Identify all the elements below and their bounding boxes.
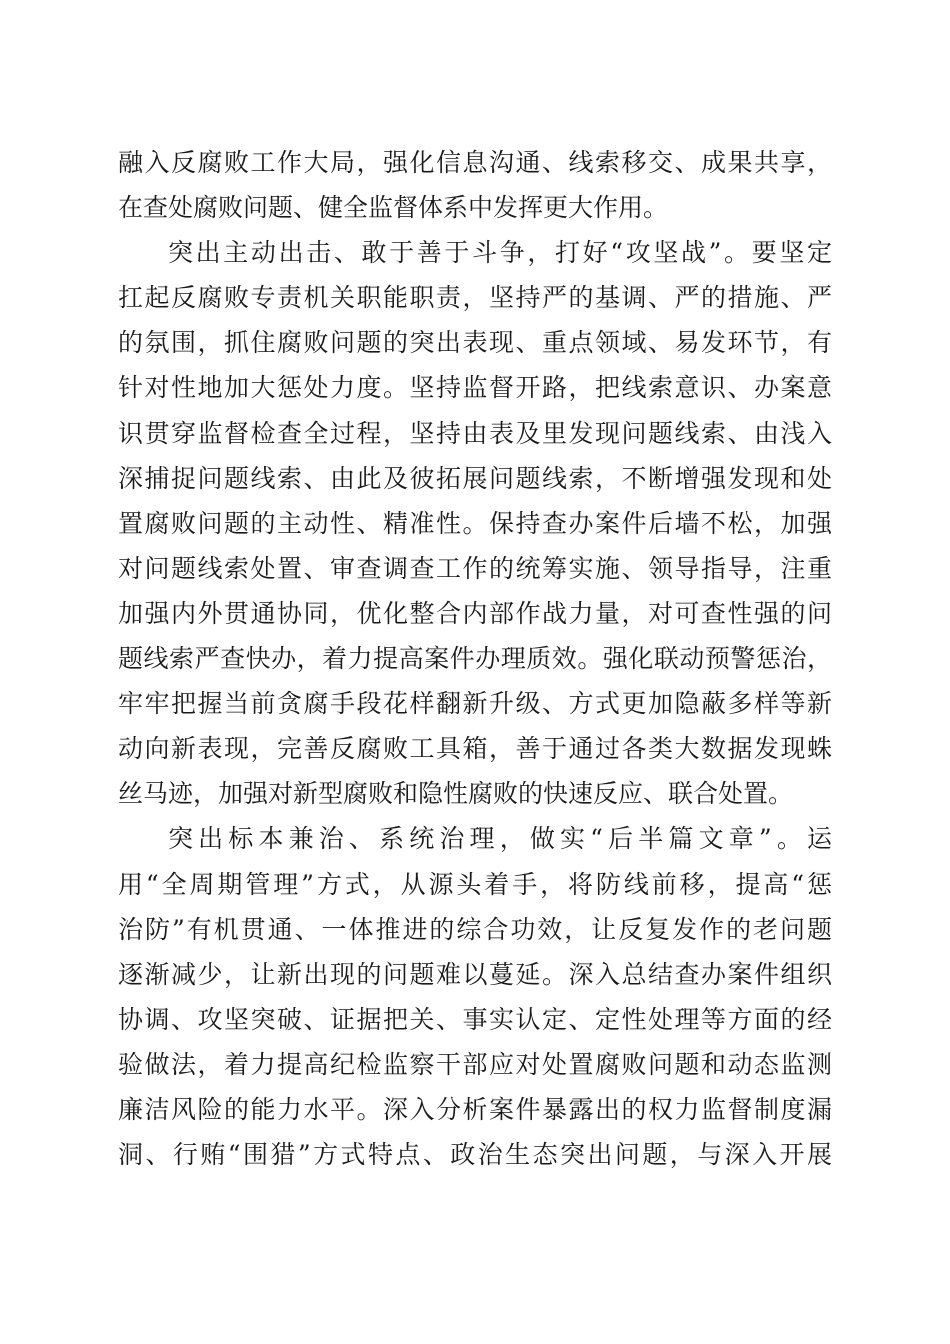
- paragraph-3-line-1: 突出标本兼治、系统治理，做实“后半篇文章”。运: [168, 824, 832, 854]
- paragraph-2-line-4: 针对性地加大惩处力度。坚持监督开路，把线索意识、办案意: [118, 373, 832, 403]
- paragraph-3-line-4: 逐渐减少，让新出现的问题难以蔓延。深入总结查办案件组织: [118, 959, 832, 989]
- paragraph-3-line-2: 用“全周期管理”方式，从源头着手，将防线前移，提高“惩: [118, 869, 832, 899]
- paragraph-3-line-8: 洞、行贿“围猎”方式特点、政治生态突出问题，与深入开展: [118, 1140, 832, 1170]
- paragraph-2-line-1: 突出主动出击、敢于善于斗争，打好“攻坚战”。要坚定: [168, 238, 832, 268]
- paragraph-2-line-5: 识贯穿监督检查全过程，坚持由表及里发现问题线索、由浅入: [118, 418, 832, 448]
- paragraph-2-line-13: 丝马迹，加强对新型腐败和隐性腐败的快速反应、联合处置。: [118, 779, 794, 809]
- paragraph-2-line-11: 牢牢把握当前贪腐手段花样翻新升级、方式更加隐蔽多样等新: [118, 689, 832, 719]
- paragraph-3-line-7: 廉洁风险的能力水平。深入分析案件暴露出的权力监督制度漏: [118, 1094, 832, 1124]
- paragraph-2-line-10: 题线索严查快办，着力提高案件办理质效。强化联动预警惩治，: [118, 644, 832, 674]
- paragraph-2-line-3: 的氛围，抓住腐败问题的突出表现、重点领域、易发环节，有: [118, 328, 832, 358]
- paragraph-3-line-5: 协调、攻坚突破、证据把关、事实认定、定性处理等方面的经: [118, 1004, 832, 1034]
- paragraph-2-line-9: 加强内外贯通协同，优化整合内部作战力量，对可查性强的问: [118, 598, 832, 628]
- paragraph-1-line-2: 在查处腐败问题、健全监督体系中发挥更大作用。: [118, 193, 669, 223]
- paragraph-2-line-8: 对问题线索处置、审查调查工作的统筹实施、领导指导，注重: [118, 553, 832, 583]
- paragraph-2-line-2: 扛起反腐败专责机关职能职责，坚持严的基调、严的措施、严: [118, 283, 832, 313]
- paragraph-2-line-6: 深捕捉问题线索、由此及彼拓展问题线索，不断增强发现和处: [118, 463, 832, 493]
- paragraph-2-line-7: 置腐败问题的主动性、精准性。保持查办案件后墙不松，加强: [118, 508, 832, 538]
- paragraph-1-line-1: 融入反腐败工作大局，强化信息沟通、线索移交、成果共享，: [118, 148, 832, 177]
- paragraph-2-line-12: 动向新表现，完善反腐败工具箱，善于通过各类大数据发现蛛: [118, 734, 832, 764]
- paragraph-3-line-3: 治防”有机贯通、一体推进的综合功效，让反复发作的老问题: [118, 914, 832, 944]
- paragraph-3-line-6: 验做法，着力提高纪检监察干部应对处置腐败问题和动态监测: [118, 1049, 832, 1079]
- document-body: [118, 140, 832, 1177]
